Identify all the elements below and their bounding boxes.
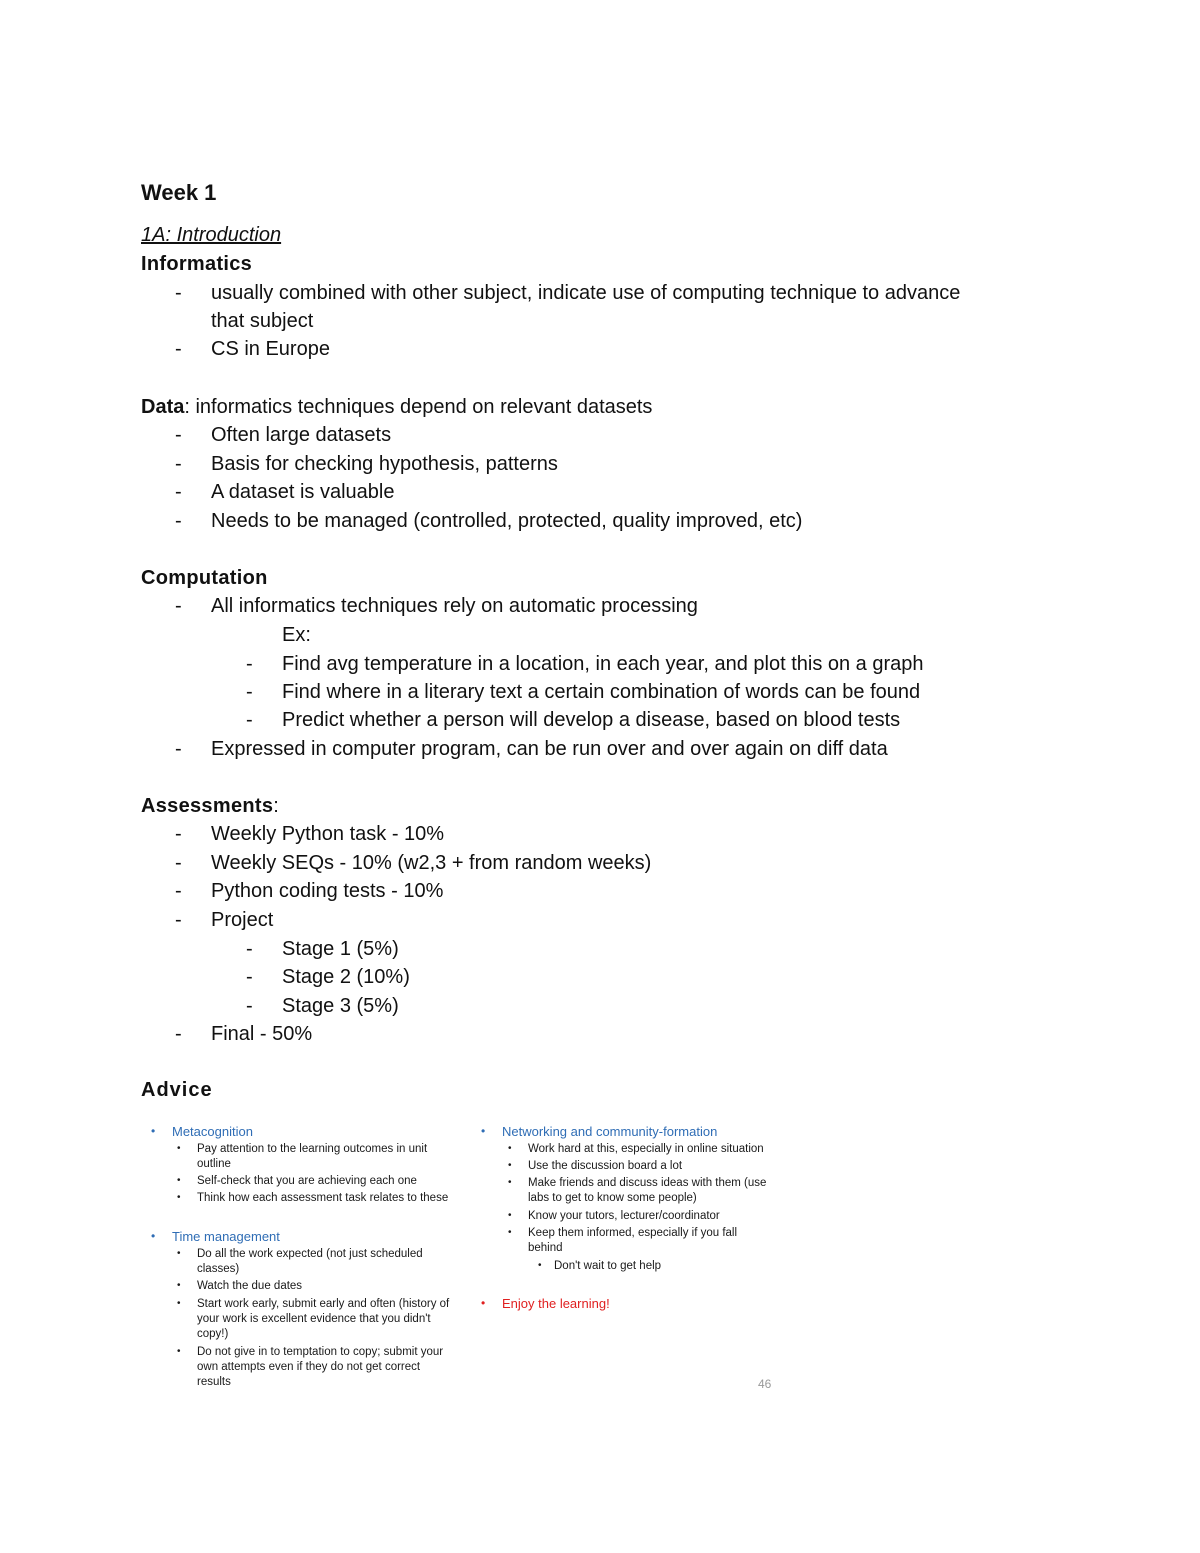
- advice-item: Self-check that you are achieving each one: [197, 1175, 417, 1187]
- example-label: Ex:: [282, 624, 311, 646]
- list-item: Project: [211, 909, 274, 931]
- list-dash: -: [175, 481, 182, 503]
- bullet-icon: •: [177, 1346, 181, 1357]
- assessments-heading: Assessments: [141, 795, 274, 817]
- list-dash: -: [175, 909, 182, 931]
- list-dash: -: [246, 995, 253, 1017]
- bullet-icon: •: [177, 1175, 181, 1186]
- advice-item: Do all the work expected (not just scheduled: [197, 1248, 423, 1260]
- list-dash: -: [175, 338, 182, 360]
- list-item: CS in Europe: [211, 338, 330, 360]
- list-item: Often large datasets: [211, 424, 392, 446]
- informatics-heading: Informatics: [141, 253, 253, 275]
- bullet-icon: •: [481, 1296, 486, 1310]
- list-dash: -: [246, 966, 253, 988]
- list-dash: -: [175, 1023, 182, 1045]
- list-item: Weekly SEQs - 10% (w2,3 + from random weeks): [211, 852, 652, 874]
- advice-item: Think how each assessment task relates to these: [197, 1192, 449, 1204]
- bullet-icon: •: [508, 1210, 512, 1221]
- bullet-icon: •: [177, 1192, 181, 1203]
- slide-number: 46: [758, 1377, 772, 1391]
- advice-item: Work hard at this, especially in online situation: [528, 1143, 764, 1155]
- data-paragraph: [141, 396, 652, 419]
- list-dash: -: [246, 709, 253, 731]
- list-item: Expressed in computer program, can be run over and over again on diff data: [211, 738, 888, 760]
- list-item: Find where in a literary text a certain combination of words can be found: [282, 681, 921, 703]
- advice-item: copy!): [197, 1328, 229, 1340]
- list-dash: -: [175, 852, 182, 874]
- bullet-icon: •: [177, 1298, 181, 1309]
- bullet-icon: •: [508, 1143, 512, 1154]
- list-dash: -: [246, 653, 253, 675]
- list-item: Needs to be managed (controlled, protected, quality improved, etc): [211, 510, 803, 532]
- list-dash: -: [175, 823, 182, 845]
- advice-item: your work is excellent evidence that you didn't: [197, 1313, 431, 1325]
- advice-heading: Advice: [141, 1079, 213, 1101]
- list-item: that subject: [211, 310, 314, 332]
- list-item: A dataset is valuable: [211, 481, 395, 503]
- list-dash: -: [175, 595, 182, 617]
- list-dash: -: [175, 510, 182, 532]
- list-dash: -: [175, 738, 182, 760]
- networking-title: Networking and community-formation: [502, 1124, 718, 1139]
- advice-item: own attempts even if they do not get correct: [197, 1361, 421, 1373]
- list-item: Stage 2 (10%): [282, 966, 410, 988]
- data-heading: Data: [141, 396, 185, 418]
- list-item: Basis for checking hypothesis, patterns: [211, 453, 558, 475]
- bullet-icon: •: [151, 1124, 156, 1138]
- bullet-icon: •: [481, 1124, 486, 1138]
- list-dash: -: [175, 453, 182, 475]
- bullet-icon: •: [508, 1227, 512, 1238]
- list-item: Stage 1 (5%): [282, 938, 399, 960]
- list-item: Stage 3 (5%): [282, 995, 399, 1017]
- bullet-icon: •: [538, 1260, 542, 1271]
- list-dash: -: [175, 424, 182, 446]
- advice-item: behind: [528, 1242, 563, 1254]
- bullet-icon: •: [508, 1160, 512, 1171]
- list-item: Weekly Python task - 10%: [211, 823, 445, 845]
- list-item: Final - 50%: [211, 1023, 313, 1045]
- list-dash: -: [246, 681, 253, 703]
- bullet-icon: •: [177, 1280, 181, 1291]
- advice-item: Make friends and discuss ideas with them (use: [528, 1177, 767, 1189]
- advice-item: classes): [197, 1263, 240, 1275]
- week-title: Week 1: [141, 180, 217, 205]
- bullet-icon: •: [177, 1143, 181, 1154]
- data-intro: : informatics techniques depend on relevant datasets: [184, 396, 653, 418]
- advice-item: results: [197, 1376, 231, 1388]
- section-1a-title: 1A: Introduction: [141, 224, 282, 246]
- bullet-icon: •: [151, 1229, 156, 1243]
- list-item: Find avg temperature in a location, in each year, and plot this on a graph: [282, 653, 924, 675]
- list-item: All informatics techniques rely on automatic processing: [211, 595, 698, 617]
- advice-item: Keep them informed, especially if you fall: [528, 1227, 738, 1239]
- advice-item: Don't wait to get help: [554, 1260, 662, 1272]
- bullet-icon: •: [177, 1248, 181, 1259]
- advice-item: Do not give in to temptation to copy; submit your: [197, 1346, 444, 1358]
- list-item: Python coding tests - 10%: [211, 880, 444, 902]
- list-item: Predict whether a person will develop a disease, based on blood tests: [282, 709, 901, 731]
- assessments-colon: :: [273, 795, 279, 817]
- computation-heading: Computation: [141, 567, 268, 589]
- assessments-heading-line: [141, 795, 279, 818]
- list-dash: -: [175, 880, 182, 902]
- enjoy-learning-text: Enjoy the learning!: [502, 1296, 610, 1311]
- bullet-icon: •: [508, 1177, 512, 1188]
- advice-item: labs to get to know some people): [528, 1192, 697, 1204]
- advice-item: Know your tutors, lecturer/coordinator: [528, 1210, 720, 1222]
- advice-item: Watch the due dates: [197, 1280, 303, 1292]
- metacognition-title: Metacognition: [172, 1124, 253, 1139]
- advice-item: outline: [197, 1158, 231, 1170]
- advice-item: Start work early, submit early and often (history of: [197, 1298, 450, 1310]
- time-management-title: Time management: [172, 1229, 280, 1244]
- advice-item: Use the discussion board a lot: [528, 1160, 683, 1172]
- list-dash: -: [175, 282, 182, 304]
- advice-item: Pay attention to the learning outcomes in unit: [197, 1143, 428, 1155]
- list-dash: -: [246, 938, 253, 960]
- list-item: usually combined with other subject, indicate use of computing technique to advance: [211, 282, 961, 304]
